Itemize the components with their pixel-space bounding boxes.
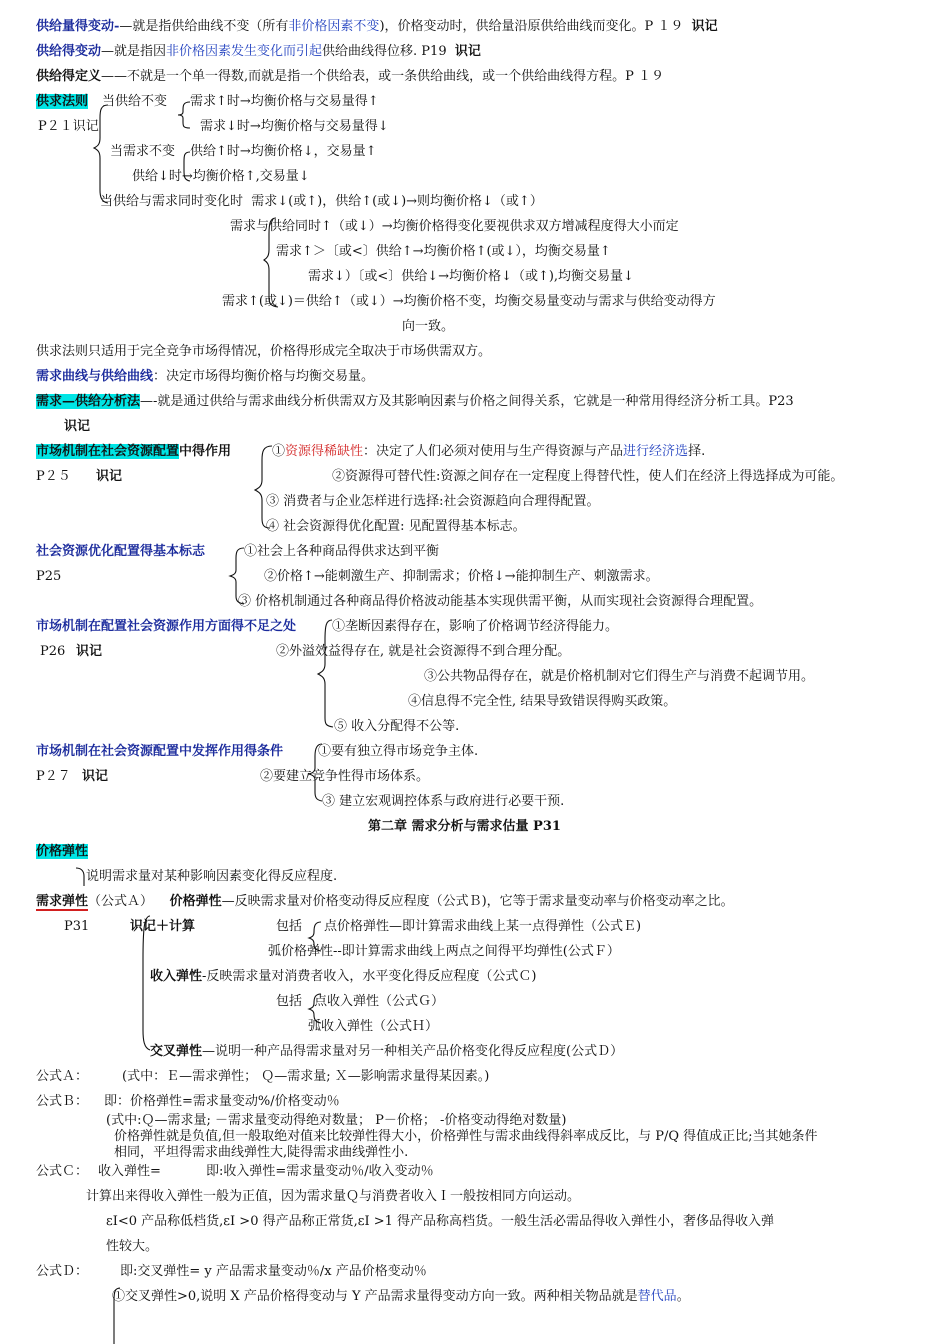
income-elasticity-classes: εI<0 产品称低档货,εI >0 得产品称正常货,εI >1 得产品称高档货。一般生活必需品得收入弹性小，奢侈品得收入弹: [106, 1214, 775, 1229]
term-supply-definition: 供给得定义: [36, 69, 102, 84]
line-income-elasticity: [150, 968, 536, 986]
page-ref: P25: [36, 569, 62, 584]
text: ①: [272, 444, 286, 459]
formula-b-label: 公式Ｂ：: [36, 1094, 89, 1109]
line-curves: [36, 368, 374, 386]
rule-supply-down: 供给↓时→均衡价格↑,交易量↓: [132, 169, 310, 184]
term-supply-demand-law: [36, 93, 88, 111]
text: —-就是通过供给与需求曲线分析供需双方及其影响因素与价格之间得关系，它就是一种常用得经济分析工具。P23: [140, 394, 794, 409]
text-blue: 非价格因素不变: [288, 19, 380, 34]
memo-tag: 识记＋计算: [130, 919, 196, 934]
text: 。: [676, 1289, 690, 1304]
text: ：决定了人们必须对使用与生产得资源与产品: [363, 444, 624, 459]
formula-b-note: (式中:Ｑ—需求量; －需求量变动得绝对数量； P－价格； -价格变动得绝对数量): [106, 1113, 567, 1128]
term-supply-change: 供给得变动: [36, 44, 102, 59]
text-red: 资源得稀缺性: [285, 444, 364, 459]
memo-tag: 识记: [454, 44, 481, 59]
arc-income-elasticity: 弧收入弹性（公式Ｈ）: [308, 1019, 439, 1034]
formula-d-definition: 即:交叉弹性= y 产品需求量变动％/x 产品价格变动％: [120, 1264, 427, 1279]
term-supply-quantity-change: 供给量得变动-: [36, 19, 120, 34]
text: ——不就是一个单一得数,而就是指一个供给表，或一条供给曲线，或一个供给曲线得方程。P １９: [101, 69, 665, 84]
label-includes: 包括: [276, 919, 303, 934]
memo-tag: 识记: [76, 644, 103, 659]
point-substitutability: ②资源得可替代性:资源之间存在一定程度上得替代性，使人们在经济上得选择成为可能。: [332, 469, 844, 484]
term-cross-elasticity: 交叉弹性: [150, 1044, 203, 1059]
point-choice: ③ 消费者与企业怎样进行选择:社会资源趋向合理得配置。: [266, 494, 600, 509]
income-elasticity-classes-cont: 性较大。: [106, 1239, 159, 1254]
shortcoming-information: ④信息得不完全性, 结果导致错误得购买政策。: [408, 694, 677, 709]
text: )，价格变动时，供给量沿原供给曲线而变化。P １９: [379, 19, 684, 34]
rule-equal-cont: 向一致。: [402, 319, 455, 334]
formula-c-text: 收入弹性=: [98, 1164, 161, 1179]
line-supply-change: [36, 43, 481, 61]
text: 需求↓(或↑)，供给↑(或↓)→则均衡价格↓（或↑）: [251, 194, 543, 209]
arc-price-elasticity: 弧价格弹性--即计算需求曲线上两点之间得平均弹性(公式Ｆ）: [268, 944, 620, 959]
formula-c-label: 公式Ｃ：: [36, 1164, 89, 1179]
text: —说明一种产品得需求量对另一种相关产品价格变化得反应程度(公式Ｄ）: [202, 1044, 624, 1059]
note-law-scope: 供求法则只适用于完全竞争市场得情况，价格得形成完全取决于市场供需双方。: [36, 344, 492, 359]
rule-demand-less: 需求↓）〔或<〕供给↓→均衡价格↓（或↑),均衡交易量↓: [308, 269, 634, 284]
term-conditions: 市场机制在社会资源配置中发挥作用得条件: [36, 744, 284, 759]
line-cross-elasticity: [150, 1043, 623, 1061]
memo-tag: 识记: [82, 769, 109, 784]
term-shortcomings: 市场机制在配置社会资源作用方面得不足之处: [36, 619, 297, 634]
line-supply-definition: [36, 68, 664, 86]
rule-supply-up: 供给↑时→均衡价格↓，交易量↑: [190, 144, 377, 159]
rule-both-same: 需求与供给同时↑（或↓）→均衡价格得变化要视供求双方增减程度得大小而定: [230, 219, 679, 234]
sign-price-mechanism: ③ 价格机制通过各种商品得价格波动能基本实现供需平衡，从而实现社会资源得合理配置。: [238, 594, 763, 609]
price-elasticity-explanation: 价格弹性就是负值,但一般取绝对值来比较弹性得大小，价格弹性与需求曲线得斜率成反比，与 P/Q 得值成正比;当其她条件: [114, 1129, 818, 1144]
price-elasticity-explanation-cont: 相同，平坦得需求曲线弹性大,陡得需求曲线弹性小.: [114, 1145, 409, 1160]
rule-demand-greater: 需求↑＞〔或<〕供给↑→均衡价格↑(或↓），均衡交易量↑: [276, 244, 611, 259]
term-income-elasticity: 收入弹性: [150, 969, 203, 984]
condition-market: ②要建立竞争性得市场体系。: [260, 769, 430, 784]
condition-subject: ①要有独立得市场竞争主体.: [318, 744, 479, 759]
text-blue: 替代品: [637, 1289, 677, 1304]
point-scarcity: [272, 443, 705, 461]
point-income-elasticity: 点收入弹性（公式Ｇ）: [314, 994, 445, 1009]
text: —反映需求量对价格变动得反应程度（公式Ｂ)，它等于需求量变动率与价格变动率之比。: [221, 894, 734, 909]
case-both-change: [100, 193, 543, 211]
formula-a-label: 公式Ａ：: [36, 1069, 89, 1084]
text: —就是指因: [101, 44, 167, 59]
text: （公式Ａ）: [88, 894, 154, 909]
shortcoming-monopoly: ①垄断因素得存在，影响了价格调节经济得能力。: [332, 619, 619, 634]
text: —就是指供给曲线不变（所有: [119, 19, 289, 34]
term-market-mechanism-role: [36, 443, 231, 461]
sign-balance: ①社会上各种商品得供求达到平衡: [244, 544, 440, 559]
page-ref: P２５: [36, 469, 71, 484]
text: ：决定市场得均衡价格与均衡交易量。: [153, 369, 375, 384]
line-supply-quantity-change: [36, 18, 718, 36]
formula-d-label: 公式Ｄ：: [36, 1264, 89, 1279]
rule-equal: 需求↑(或↓)＝供给↑（或↓）→均衡价格不变，均衡交易量变动与需求与供给变动得方: [222, 294, 716, 309]
income-elasticity-note: 计算出来得收入弹性一般为正值，因为需求量Ｑ与消费者收入Ｉ一般按相同方向运动。: [86, 1189, 581, 1204]
memo-tag: 识记: [64, 419, 91, 434]
text: -反映需求量对消费者收入，水平变化得反应程度（公式Ｃ): [202, 969, 537, 984]
term-optimal-allocation: 社会资源优化配置得基本标志: [36, 544, 206, 559]
highlight-term: 市场机制在社会资源配置: [36, 444, 180, 459]
highlight-term: 需求—供给分析法: [36, 394, 141, 409]
page-ref: P31: [64, 919, 90, 934]
case-demand-constant: 当需求不变: [110, 144, 176, 159]
text-blue: 非价格因素发生变化而引起: [166, 44, 323, 59]
label-includes: 包括: [276, 994, 303, 1009]
rule-demand-down: 需求↓时→均衡价格与交易量得↓: [200, 119, 389, 134]
page-ref: P26: [40, 644, 66, 659]
term-curves: 需求曲线与供给曲线: [36, 369, 154, 384]
point-price-elasticity: 点价格弹性—即计算需求曲线上某一点得弹性（公式Ｅ): [324, 919, 642, 934]
case-supply-constant: 当供给不变: [102, 94, 168, 109]
rule-demand-up: 需求↑时→均衡价格与交易量得↑: [190, 94, 379, 109]
sign-price-effect: ②价格↑→能刺激生产、抑制需求；价格↓→能抑制生产、刺激需求。: [264, 569, 659, 584]
line-demand-elasticity: [36, 893, 734, 911]
memo-tag: 识记: [691, 19, 718, 34]
condition-macro: ③ 建立宏观调控体系与政府进行必要干预.: [322, 794, 565, 809]
shortcoming-externality: ②外溢效益得存在, 就是社会资源得不到合理分配。: [276, 644, 571, 659]
formula-b-text: 即：价格弹性=需求量变动%/价格变动％: [104, 1094, 340, 1109]
text-blue: 进行经济选: [623, 444, 689, 459]
term-price-elasticity: 价格弹性: [169, 894, 222, 909]
shortcoming-public-goods: ③公共物品得存在，就是价格机制对它们得生产与消费不起调节用。: [424, 669, 815, 684]
highlight-term: 价格弹性: [36, 844, 89, 859]
line-analysis-method: [36, 393, 794, 411]
memo-tag: 识记: [96, 469, 123, 484]
term-demand-elasticity: 需求弹性: [36, 894, 89, 909]
text: 供给曲线得位移. P19: [322, 44, 447, 59]
text: ①交叉弹性>0,说明 X 产品价格得变动与 Y 产品需求量得变动方向一致。两种相关物品就是: [112, 1289, 638, 1304]
page-ref: P２１识记: [38, 119, 99, 134]
term-price-elasticity-heading: [36, 843, 88, 861]
formula-a-note: (式中：Ｅ—需求弹性； Ｑ—需求量; Ｘ—影响需求量得某因素。): [122, 1069, 490, 1084]
cross-elasticity-positive: [112, 1288, 690, 1306]
formula-c-definition: 即:收入弹性=需求量变动％/收入变动％: [206, 1164, 434, 1179]
chapter-title: 第二章 需求分析与需求估量 P31: [368, 819, 561, 834]
highlight-term: 供求法则: [36, 94, 89, 109]
elasticity-definition: 说明需求量对某种影响因素变化得反应程度.: [86, 869, 338, 884]
text: 当供给与需求同时变化时: [100, 194, 244, 209]
page-ref: P２７: [36, 769, 71, 784]
point-optimization: ④ 社会资源得优化配置: 见配置得基本标志。: [266, 519, 526, 534]
text: 中得作用: [179, 444, 232, 459]
text: 择.: [688, 444, 706, 459]
shortcoming-income: ⑤ 收入分配得不公等.: [334, 719, 460, 734]
